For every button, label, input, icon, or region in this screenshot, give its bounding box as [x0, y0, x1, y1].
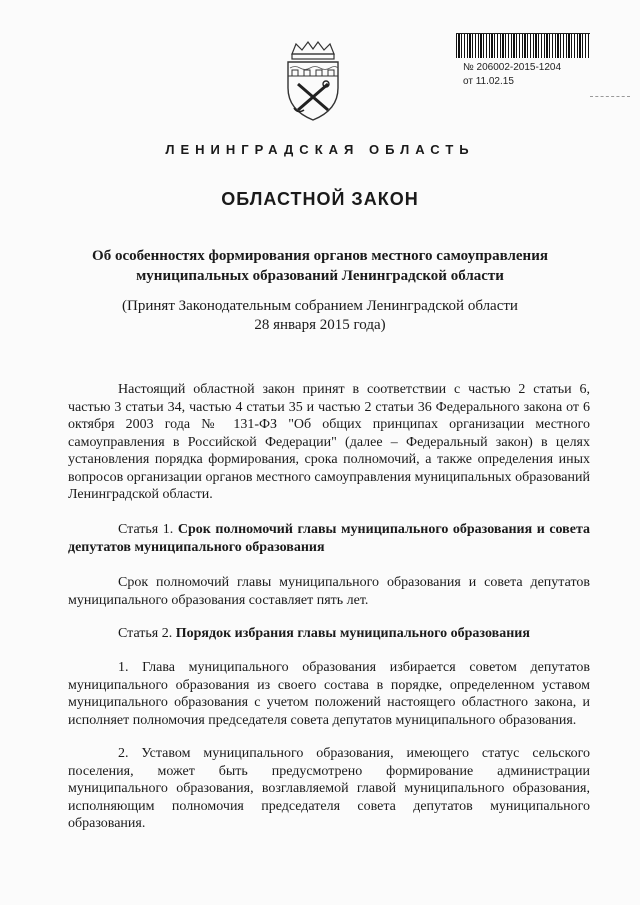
article-2-paragraph-2: 2. Уставом муниципального образования, имеющего статус сельского поселения, может быть предусмотрено формирование администрации муниципального образования, возглавляемой главой муниципального образования, исполняющим полномочия председателя совета депутатов муниципального образования. [68, 746, 590, 831]
article-1-label: Статья 1. [118, 522, 174, 537]
article-2-title: Порядок избрания главы муниципального образования [175, 626, 530, 641]
registration-number: № 206002-2015-1204 [463, 62, 562, 73]
law-title [60, 246, 580, 286]
law-title-line: Об особенностях формирования органов местного самоуправления [92, 248, 548, 264]
article-2-label: Статья 2. [118, 626, 173, 641]
preamble-paragraph: Настоящий областной закон принят в соответствии с частью 2 статьи 6, частью 3 статьи 34, частью 4 статьи 35 и частью 2 статьи 36 Федерального закона от 6 октября 2003 года № 131-ФЗ "Об общих принципах организации местного самоуправления в Российской Федерации" (далее – Федеральный закон) в целях установления порядка формирования, срока полномочий, а также определения иных вопросов организации органов местного самоуправления муниципальных образований Ленинградской области. [68, 382, 590, 502]
divider [590, 96, 630, 97]
region-heading: ЛЕНИНГРАДСКАЯ ОБЛАСТЬ [165, 142, 475, 157]
article-1-text: Срок полномочий главы муниципального образования и совета депутатов муниципального образования составляет пять лет. [68, 575, 590, 608]
law-type-heading: ОБЛАСТНОЙ ЗАКОН [221, 189, 419, 209]
adoption-note-line: 28 января 2015 года) [254, 317, 386, 333]
registration-date: от 11.02.15 [463, 76, 514, 87]
article-1-title: Срок полномочий главы муниципального образования и совета депутатов муниципального образования [68, 522, 590, 555]
article-2-paragraph-1: 1. Глава муниципального образования избирается советом депутатов муниципального образования из своего состава в порядке, определенном уставом муниципального образования с учетом положений настоящего областного закона, и исполняет полномочия председателя совета депутатов муниципального образования. [68, 660, 590, 728]
leningrad-oblast-coat-of-arms-icon [282, 40, 344, 122]
adoption-note [60, 297, 580, 335]
adoption-note-line: (Принят Законодательным собранием Ленинградской области [122, 298, 518, 314]
law-title-line: муниципальных образований Ленинградской области [136, 268, 504, 284]
barcode [456, 33, 590, 58]
article-2-heading [68, 625, 590, 643]
article-1-heading [68, 521, 590, 556]
